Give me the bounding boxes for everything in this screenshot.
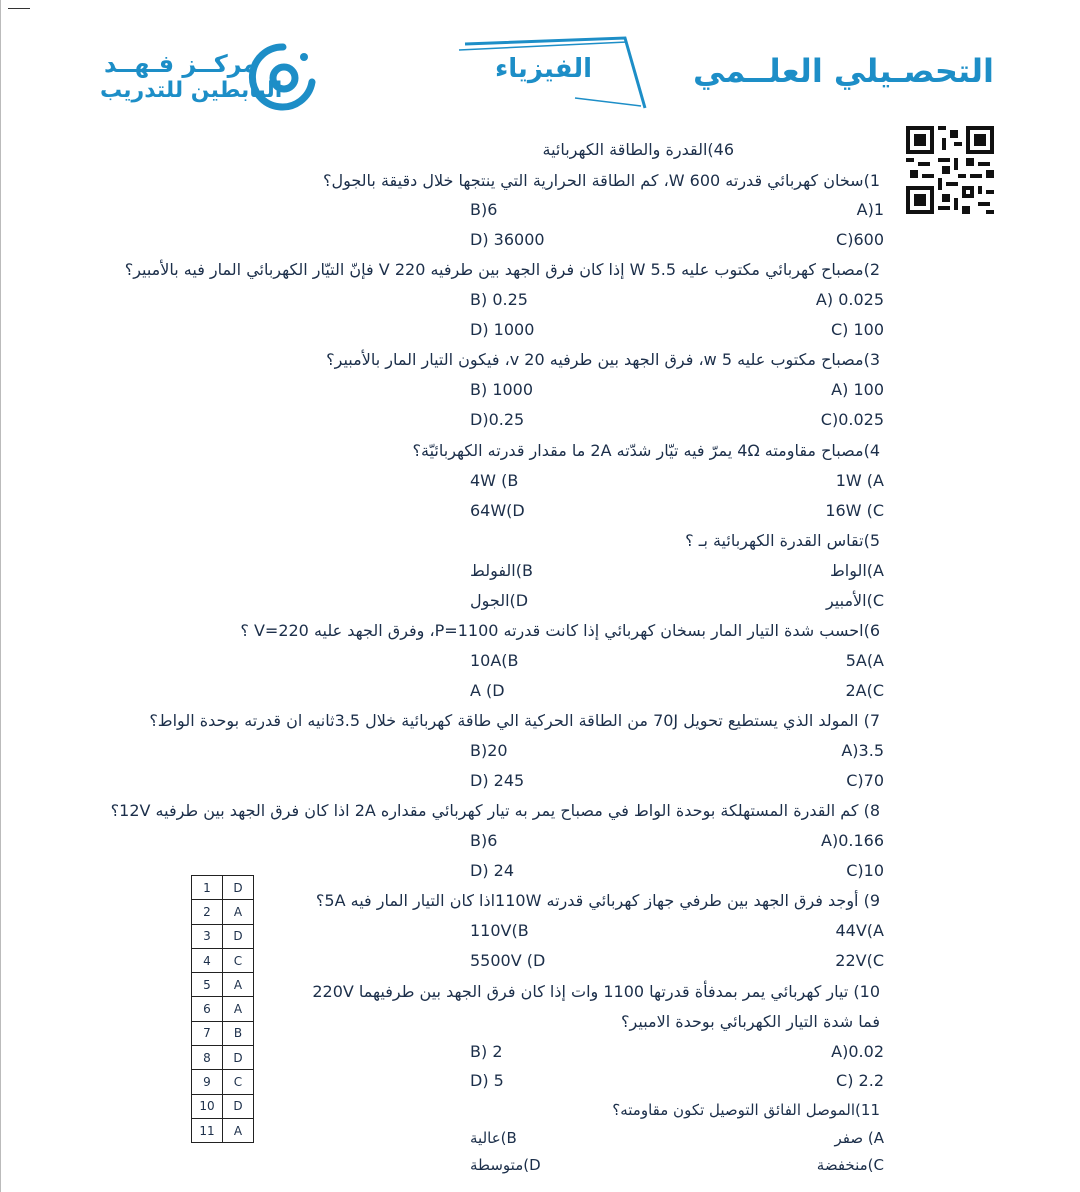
q9-option-d: 5500V (D (470, 951, 546, 970)
answer-letter: D (223, 876, 254, 900)
answer-letter: D (223, 1094, 254, 1118)
q4-option-d: 64W(D (470, 501, 525, 520)
answer-number: 10 (192, 1094, 223, 1118)
answer-letter: C (223, 1070, 254, 1094)
table-row (192, 900, 254, 924)
table-row (192, 948, 254, 972)
q8-option-c: 10(C (846, 861, 884, 880)
q11-option-a: A) صفر (834, 1129, 884, 1147)
q6-option-c: 2A(C (845, 681, 884, 700)
table-row (192, 924, 254, 948)
q10-option-a: 0.02(A (831, 1042, 884, 1061)
q4-option-b: 4W (B (470, 471, 519, 490)
q11-option-c: C)منخفضة (816, 1156, 884, 1174)
q5-option-b: B)الفولط (470, 561, 533, 580)
subject-banner (455, 36, 650, 114)
question-6-text: 6)احسب شدة التيار المار بسخان كهربائي إذا كانت قدرته P=1100، وفرق الجهد عليه V=220 ؟ (240, 621, 880, 640)
answer-number: 11 (192, 1118, 223, 1142)
brand-name-line2: البابطين للتدريب (100, 78, 283, 103)
section-title: 46)القدرة والطاقة الكهربائية (542, 140, 734, 159)
q3-option-d: 0.25(D (470, 410, 525, 429)
q8-option-b: 6(B (470, 831, 498, 850)
q9-option-c: 22V(C (835, 951, 884, 970)
question-3-text: 3)مصباح مكتوب عليه 5 w، فرق الجهد بين طرفيه 20 v، فيكون التيار المار بالأمبير؟ (326, 350, 880, 369)
q2-option-b: 0.25 (B (470, 290, 528, 309)
q9-option-a: 44V(A (835, 921, 884, 940)
answer-key-table (191, 875, 254, 1143)
answer-letter: D (223, 1046, 254, 1070)
qr-code-icon (906, 126, 994, 218)
q10-option-d: 5 (D (470, 1071, 504, 1090)
q3-option-a: 100 (A (831, 380, 884, 399)
question-4-text: 4)مصباح مقاومته 4Ω يمرّ فيه تيّار شدّته 2A ما مقدار قدرته الكهربائيّة؟ (412, 441, 880, 460)
q1-option-a: 1(A (856, 200, 884, 219)
q6-option-d: A (D (470, 681, 505, 700)
answer-number: 1 (192, 876, 223, 900)
page-edge (0, 0, 1, 1192)
answer-number: 4 (192, 948, 223, 972)
question-5-text: 5)تقاس القدرة الكهربائية بـ ؟ (685, 531, 880, 550)
page-title: التحصـيلي العلــمي (692, 52, 994, 90)
q5-option-a: A)الواط (829, 561, 884, 580)
q2-option-d: 1000 (D (470, 320, 535, 339)
question-11-text: 11)الموصل الفائق التوصيل تكون مقاومته؟ (612, 1101, 880, 1119)
subject-title: الفيزياء (495, 54, 592, 84)
brand-name-line1: مركــز فـهــد (104, 50, 258, 78)
question-10-text: 10) تيار كهربائي يمر بمدفأة قدرتها 1100 وات إذا كان فرق الجهد بين طرفيهما 220V (312, 982, 880, 1001)
question-2-text: 2)مصباح كهربائي مكتوب عليه 5.5 W إذا كان فرق الجهد بين طرفيه 220 V فإنّ التيّار الكهربائي المار فيه بالأمبير؟ (124, 260, 880, 279)
table-row (192, 997, 254, 1021)
table-row (192, 1046, 254, 1070)
question-8-text: 8) كم القدرة المستهلكة بوحدة الواط في مصباح يمر به تيار كهربائي مقداره 2A اذا كان فرق الجهد بين طرفيه 12V؟ (110, 801, 880, 820)
table-row (192, 876, 254, 900)
answer-number: 6 (192, 997, 223, 1021)
answer-letter: D (223, 924, 254, 948)
answer-number: 9 (192, 1070, 223, 1094)
q4-option-a: 1W (A (835, 471, 884, 490)
q11-option-d: D)متوسطة (470, 1156, 541, 1174)
table-row (192, 1118, 254, 1142)
q2-option-c: 100 (C (830, 320, 884, 339)
top-rule (8, 8, 30, 9)
q8-option-a: 0.166(A (820, 831, 884, 850)
q7-option-b: 20(B (470, 741, 508, 760)
q1-option-d: 36000 (D (470, 230, 545, 249)
q10-option-b: 2 (B (470, 1042, 503, 1061)
q9-option-b: 110V(B (470, 921, 529, 940)
q6-option-b: 10A(B (470, 651, 519, 670)
question-1-text: 1)سخان كهربائي قدرته 600 W، كم الطاقة الحرارية التي ينتجها خلال دقيقة بالجول؟ (322, 171, 880, 190)
question-10-text-cont: فما شدة التيار الكهربائي بوحدة الامبير؟ (621, 1012, 880, 1031)
answer-letter: A (223, 973, 254, 997)
answer-number: 7 (192, 1021, 223, 1045)
q2-option-a: 0.025 (A (815, 290, 884, 309)
q5-option-c: C)الأمبير (825, 591, 884, 610)
q3-option-c: 0.025(C (820, 410, 884, 429)
answer-number: 2 (192, 900, 223, 924)
question-7-text: 7) المولد الذي يستطيع تحويل 70J من الطاقة الحركية الي طاقة كهربائية خلال 3.5ثانيه ان قدرته بوحدة الواط؟ (149, 711, 880, 730)
q3-option-b: 1000 (B (470, 380, 534, 399)
answer-number: 8 (192, 1046, 223, 1070)
table-row (192, 973, 254, 997)
q7-option-d: 245 (D (470, 771, 525, 790)
answer-number: 3 (192, 924, 223, 948)
answer-number: 5 (192, 973, 223, 997)
table-row (192, 1021, 254, 1045)
answer-letter: A (223, 1118, 254, 1142)
q4-option-c: 16W (C (825, 501, 884, 520)
q1-option-c: 600(C (836, 230, 884, 249)
table-row (192, 1094, 254, 1118)
q6-option-a: 5A(A (845, 651, 884, 670)
answer-letter: C (223, 948, 254, 972)
q7-option-c: 70(C (846, 771, 884, 790)
q8-option-d: 24 (D (470, 861, 515, 880)
q5-option-d: D)الجول (470, 591, 529, 610)
answer-letter: A (223, 900, 254, 924)
table-row (192, 1070, 254, 1094)
q10-option-c: 2.2 (C (836, 1071, 884, 1090)
answer-letter: A (223, 997, 254, 1021)
question-9-text: 9) أوجد فرق الجهد بين طرفي جهاز كهربائي قدرته 110Wاذا كان التيار المار فيه 5A؟ (315, 891, 880, 910)
q7-option-a: 3.5(A (841, 741, 884, 760)
answer-letter: B (223, 1021, 254, 1045)
q1-option-b: 6(B (470, 200, 498, 219)
q11-option-b: B)عالية (470, 1129, 517, 1147)
